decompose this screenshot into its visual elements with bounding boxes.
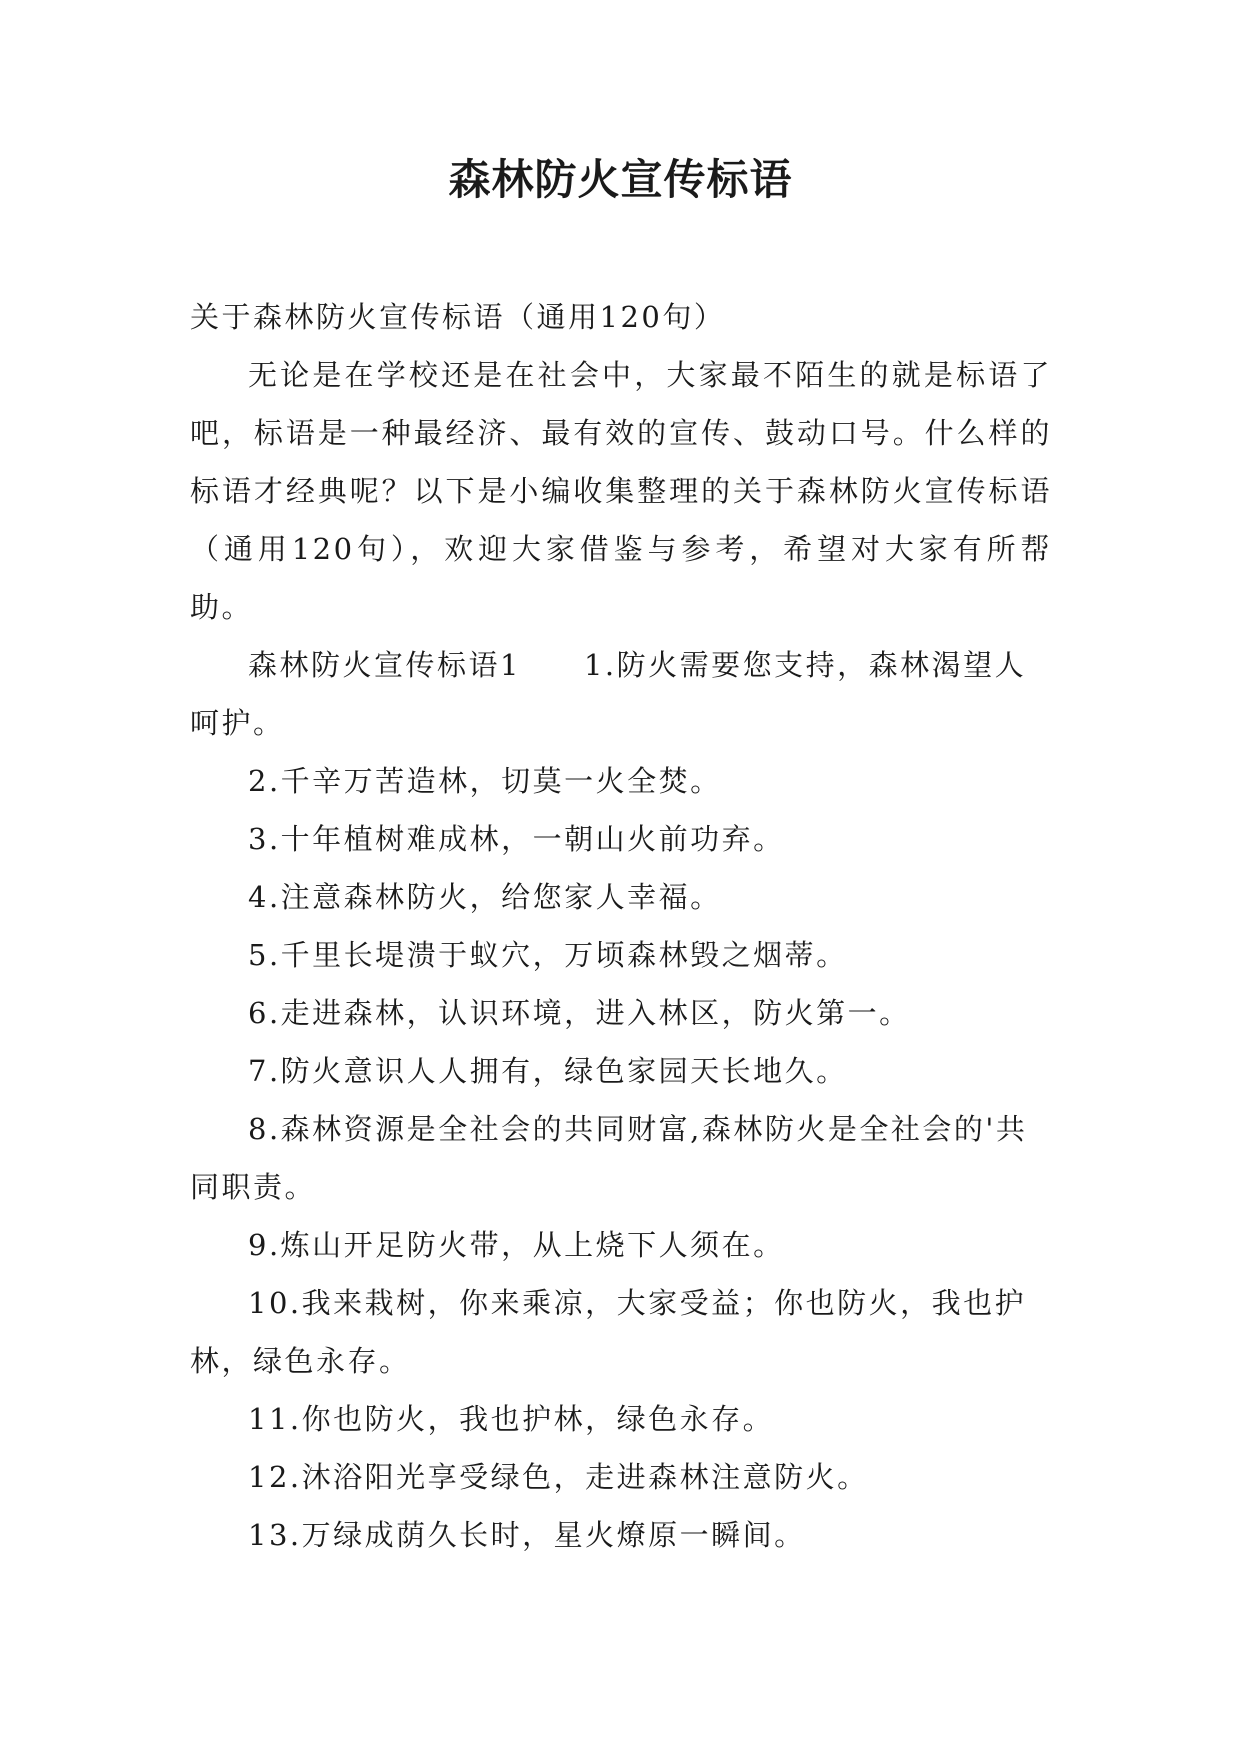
- intro-heading: 关于森林防火宣传标语（通用120句）: [190, 300, 726, 334]
- slogan-item: 11.你也防火，我也护林，绿色永存。: [248, 1402, 775, 1436]
- slogan-item: 13.万绿成荫久长时，星火燎原一瞬间。: [248, 1518, 806, 1552]
- slogan-item: 4.注意森林防火，给您家人幸福。: [248, 880, 722, 914]
- slogan-item: 9.炼山开足防火带，从上烧下人须在。: [248, 1228, 785, 1262]
- slogan-item: 6.走进森林，认识环境，进入林区，防火第一。: [248, 996, 911, 1030]
- slogan-item: 12.沐浴阳光享受绿色，走进森林注意防火。: [248, 1460, 869, 1494]
- intro-paragraph: 无论是在学校还是在社会中，大家最不陌生的就是标语了吧，标语是一种最经济、最有效的宣传、鼓动口号。什么样的标语才经典呢？以下是小编收集整理的关于森林防火宣传标语（通用120句），欢迎大家借鉴与参考，希望对大家有所帮助。: [190, 358, 1052, 624]
- section-heading-slogan-1: 森林防火宣传标语1 1.防火需要您支持，森林渴望人呵护。: [190, 648, 1027, 740]
- slogan-item: 2.千辛万苦造林，切莫一火全焚。: [248, 764, 722, 798]
- document-body: [190, 288, 1052, 1564]
- slogan-item: 10.我来栽树，你来乘凉，大家受益；你也防火，我也护林，绿色永存。: [190, 1286, 1027, 1378]
- slogan-item: 8.森林资源是全社会的共同财富,森林防火是全社会的'共同职责。: [190, 1112, 1028, 1204]
- document-title: 森林防火宣传标语: [448, 155, 793, 204]
- slogan-item: 3.十年植树难成林，一朝山火前功弃。: [248, 822, 785, 856]
- slogan-item: 5.千里长堤溃于蚁穴，万顷森林毁之烟蒂。: [248, 938, 848, 972]
- slogan-item: 7.防火意识人人拥有，绿色家园天长地久。: [248, 1054, 848, 1088]
